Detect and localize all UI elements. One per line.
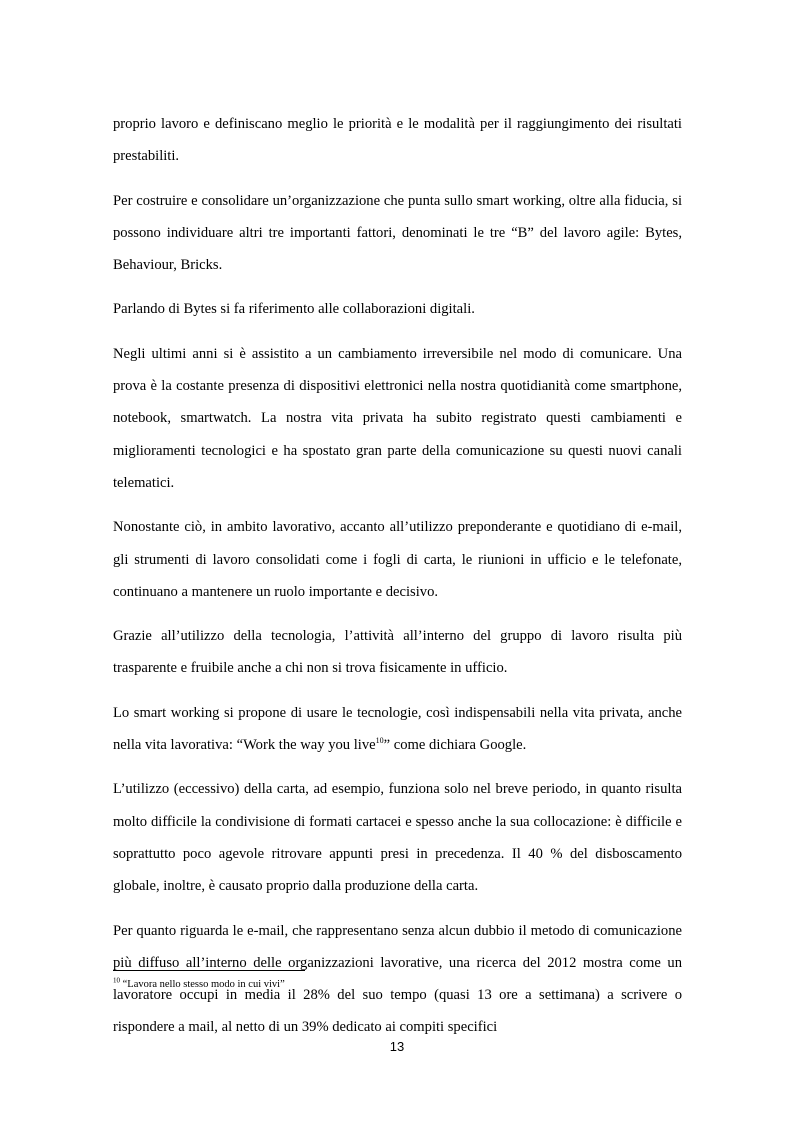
paragraph-5: Nonostante ciò, in ambito lavorativo, accanto all’utilizzo preponderante e quotidiano di e-mail, gli strumenti di lavoro consolidati come i fogli di carta, le riunioni in ufficio e le telefonate, continuano a mantenere un ruolo importante e decisivo. [113, 519, 682, 600]
footnote [113, 977, 682, 993]
footnote-divider [113, 970, 305, 971]
paragraph-2: Per costruire e consolidare un’organizzazione che punta sullo smart working, oltre alla fiducia, si possono individuare altri tre importanti fattori, denominati le tre “B” del lavoro agile: Bytes, Behaviour, Bricks. [113, 192, 682, 274]
footnote-reference[interactable]: 10 [375, 736, 384, 746]
body-text [113, 108, 682, 1056]
paragraph-7 [113, 697, 682, 762]
paragraph-3: Parlando di Bytes si fa riferimento alle collaborazioni digitali. [113, 301, 475, 318]
paragraph-4: Negli ultimi anni si è assistito a un cambiamento irreversibile nel modo di comunicare. Una prova è la costante presenza di dispositivi elettronici nella nostra quotidianità come smartphone, notebook, smartwatch. La nostra vita privata ha subito registrato questi cambiamenti e miglioramenti tecnologici e ha spostato gran parte della comunicazione su questi nuovi canali telematici. [113, 345, 682, 491]
footnote-number: 10 [113, 976, 120, 985]
footnote-text: “Lavora nello stesso modo in cui vivi” [122, 979, 285, 990]
page-number: 13 [389, 1039, 405, 1054]
paragraph-8: L’utilizzo (eccessivo) della carta, ad esempio, funziona solo nel breve periodo, in quanto risulta molto difficile la condivisione di formati cartacei e spesso anche la sua collocazione: è difficile e soprattutto poco agevole ritrovare appunti presi in precedenza. Il 40 % del disboscamento globale, inoltre, è causato proprio dalla produzione della carta. [113, 781, 682, 895]
paragraph-6: Grazie all’utilizzo della tecnologia, l’attività all’interno del gruppo di lavoro risulta più trasparente e fruibile anche a chi non si trova fisicamente in ufficio. [113, 628, 682, 677]
paragraph-7-after: ” come dichiara Google. [383, 737, 527, 754]
paragraph-9: Per quanto riguarda le e-mail, che rappresentano senza alcun dubbio il metodo di comunicazione più diffuso all’interno delle organizzazioni lavorative, una ricerca del 2012 mostra come un lavoratore occupi in media il 28% del suo tempo (quasi 13 ore a settimana) a scrivere o rispondere a mail, al netto di un 39% dedicato ai compiti specifici [113, 922, 682, 1036]
paragraph-7-before: Lo smart working si propone di usare le tecnologie, così indispensabili nella vita privata, anche nella vita lavorativa: “Work the way you live [113, 704, 682, 754]
paragraph-1: proprio lavoro e definiscano meglio le priorità e le modalità per il raggiungimento dei risultati prestabiliti. [113, 116, 682, 165]
